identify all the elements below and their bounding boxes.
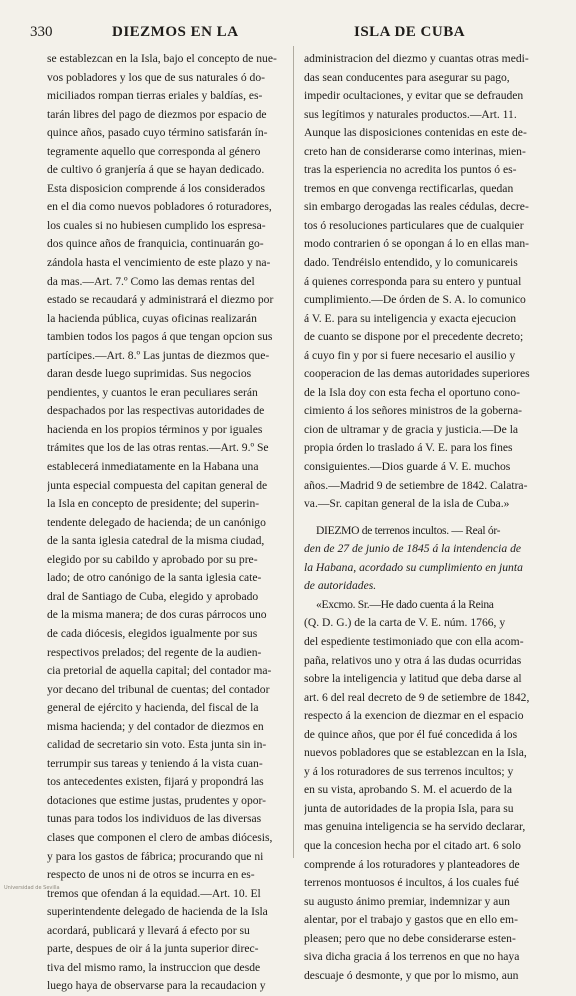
- text-line: á cuyo fin y por si fuere necesario el ausilio y: [304, 348, 516, 362]
- text-line: de cultivo ó granjería á que se hayan dedicado.: [47, 163, 265, 177]
- text-line: administracion del diezmo y cuantas otras medi-: [304, 52, 529, 65]
- text-line: art. 6 del real decreto de 9 de setiembre de 1842,: [304, 690, 530, 704]
- text-line: cimiento á los señores ministros de la goberna-: [304, 404, 522, 418]
- right-column: [304, 50, 548, 985]
- text-line: (Q. D. G.) de la carta de V. E. núm. 1766, y: [304, 616, 506, 630]
- text-line: daran desde luego suprimidas. Sus negocios: [47, 367, 252, 381]
- text-line: nuevos pobladores que se establezcan en la Isla,: [304, 746, 527, 760]
- text-line: pendientes, y cuantos le eran peculiares serán: [47, 385, 258, 399]
- header-right-title: ISLA DE CUBA: [354, 24, 466, 40]
- text-line: miciliados rompan tierras eriales y baldías, es-: [47, 89, 263, 103]
- text-line: zándola hasta el vencimiento de este plazo y na-: [47, 256, 271, 270]
- text-line: dado. Tendréislo entendido, y lo comunicareis: [304, 256, 518, 270]
- text-line: consiguientes.—Dios guarde á V. E. muchos: [304, 460, 511, 474]
- text-line: «Excmo. Sr.—He dado cuenta á la Reina: [316, 597, 494, 611]
- column-divider: [293, 46, 294, 858]
- text-line: terrumpir sus tareas y teniendo á la vista cuan-: [47, 756, 263, 770]
- text-line: tendente delegado de hacienda; de un canónigo: [47, 515, 266, 529]
- text-line: cooperacion de las demas autoridades superiores: [304, 367, 530, 381]
- text-line: Aunque las disposiciones contenidas en este de-: [304, 126, 527, 140]
- text-line: alentar, por el trabajo y gastos que en ello em-: [304, 913, 518, 927]
- text-line: tarán libres del pago de diezmos por espacio de: [47, 107, 267, 121]
- text-line: los cuales si no hubiesen cumplido los espresa-: [47, 218, 266, 232]
- text-line: yor decano del tribunal de cuentas; del contador: [47, 682, 270, 696]
- text-line: la hacienda pública, cuyas oficinas realizarán: [47, 311, 257, 325]
- text-line: parte, despues de oir á la junta superior direc-: [47, 942, 259, 956]
- page-number: 330: [30, 24, 53, 40]
- text-line: quince años, pasado cuyo término satisfarán ín-: [47, 126, 268, 140]
- text-line: vos pobladores y los que de sus naturales ó do-: [47, 70, 265, 84]
- text-line: sus legítimos y naturales productos.—Art. 11.: [304, 107, 517, 121]
- text-line: tunas para todos los individuos de las diversas: [47, 812, 262, 826]
- text-line: tambien todos los pagos á que tengan opcion sus: [47, 330, 273, 344]
- text-line: luego haya de observarse para la recaudacion y: [47, 979, 266, 993]
- text-line: misma hacienda; y del contador de diezmos en: [47, 719, 264, 733]
- text-line: tos antecedentes existen, fijará y propondrá las: [47, 775, 264, 789]
- decree-conclusion: [304, 50, 548, 514]
- text-line: tegramente aquello que corresponda al género: [47, 144, 261, 158]
- header-left-title: DIEZMOS EN LA: [112, 24, 239, 40]
- text-line: años.—Madrid 9 de setiembre de 1842. Calatra-: [304, 478, 528, 492]
- text-line: cumplimiento.—De órden de S. A. lo comunico: [304, 293, 526, 307]
- text-line: terrenos montuosos é incultos, á los cuales fué: [304, 876, 520, 890]
- running-header: [30, 24, 548, 44]
- text-line: da mas.—Art. 7.º Como las demas rentas del: [47, 274, 255, 288]
- text-line: pleasen; pero que no debe considerarse esten-: [304, 931, 516, 945]
- text-line: va.—Sr. capitan general de la isla de Cuba.»: [304, 497, 510, 511]
- text-line: impedir ocultaciones, y evitar que se defrauden: [304, 89, 524, 103]
- text-line: respecto de unos ni de otros se incurra en es-: [47, 868, 255, 882]
- text-line: junta de autoridades de la propia Isla, para su: [304, 801, 514, 815]
- diezmo-terrenos-section: [304, 522, 548, 986]
- text-line: propia órden lo traslado á V. E. para los fines: [304, 441, 513, 455]
- section-gap: [304, 514, 548, 522]
- text-line: de cuanto se dispone por el precedente decreto;: [304, 330, 524, 344]
- text-line: trámites que los de las otras rentas.—Art. 9.º Se: [47, 441, 269, 455]
- text-line: en el dia como nuevos pobladores ó roturadores,: [47, 200, 272, 214]
- text-line: siva dicha gracia á los terrenos en que no haya: [304, 950, 520, 964]
- text-line: superintendente delegado de hacienda de la Isla: [47, 905, 268, 919]
- text-line: calidad de secretario sin voto. Esta junta sin in-: [47, 738, 267, 752]
- text-line: sobre la inteligencia y latitud que deba darse al: [304, 672, 522, 686]
- text-line: de la Isla doy con esta fecha el oportuno cono-: [304, 385, 521, 399]
- text-line: partícipes.—Art. 8.º Las juntas de diezmos que-: [47, 348, 270, 362]
- text-line: y para los gastos de fábrica; procurando que ni: [47, 849, 264, 863]
- text-line: que la concesion hecha por el citado art. 6 solo: [304, 838, 521, 852]
- text-line: dotaciones que estime justas, prudentes y opor-: [47, 793, 267, 807]
- text-line: cion de ultramar y de gracia y justicia.—De la: [304, 422, 519, 436]
- text-line: su augusto ánimo premiar, indemnizar y aun: [304, 894, 510, 908]
- scan-mark: Universidad de Sevilla: [4, 885, 60, 891]
- text-line: sin embargo derogadas las reales cédulas, decre-: [304, 200, 529, 214]
- text-line: tremos en que convenga rectificarlas, quedan: [304, 181, 514, 195]
- text-line: elegido por su cabildo y aprobado por su pre-: [47, 552, 258, 566]
- text-line: general de ejército y hacienda, del fiscal de la: [47, 701, 259, 715]
- text-line: acordará, publicará y llevará á efecto por su: [47, 923, 250, 937]
- text-line: estado se recaudará y administrará el diezmo por: [47, 293, 274, 307]
- text-line: den de 27 de junio de 1845 á la intendencia de: [304, 542, 522, 556]
- text-line: despachados por las respectivas autoridades de: [47, 404, 265, 418]
- text-line: DIEZMO de terrenos incultos. — Real ór-: [316, 523, 501, 537]
- text-line: de autoridades.: [304, 579, 377, 593]
- text-line: y á los roturadores de sus terrenos incultos; y: [304, 764, 514, 778]
- text-line: hacienda en los propios términos y por iguales: [47, 422, 263, 436]
- left-column: [47, 50, 290, 996]
- text-line: respectivos prelados; del regente de la audien-: [47, 645, 262, 659]
- text-line: creto han de considerarse como interinas, mien-: [304, 144, 526, 158]
- text-line: respecto á la exencion de diezmar en el espacio: [304, 709, 524, 723]
- text-line: la Isla en concepto de presidente; del superin-: [47, 497, 260, 511]
- text-line: lado; de otro canónigo de la santa iglesia cate-: [47, 571, 262, 585]
- text-line: la Habana, acordado su cumplimiento en junta: [304, 560, 523, 574]
- text-line: Esta disposicion comprende á los considerados: [47, 181, 265, 195]
- text-line: se establezcan en la Isla, bajo el concepto de nue-: [47, 52, 277, 65]
- text-line: descuaje ó desmonte, y que por lo mismo, aun: [304, 968, 519, 982]
- text-line: das sean conducentes para asegurar su pago,: [304, 70, 510, 84]
- text-line: de quince años, que por él fué concedida á los: [304, 727, 518, 741]
- text-line: en su vista, aprobando S. M. el acuerdo de la: [304, 783, 512, 797]
- text-line: dral de Santiago de Cuba, elegido y aprobado: [47, 589, 259, 603]
- text-line: modo contrarien ó se opongan á lo en ellas man-: [304, 237, 530, 251]
- text-line: establecerá inmediatamente en la Habana una: [47, 460, 259, 474]
- text-line: tras la esperiencia no acredita los puntos ó es-: [304, 163, 517, 177]
- text-line: á V. E. para su inteligencia y exacta ejecucion: [304, 311, 517, 325]
- text-line: paña, relativos uno y otra á las dudas ocurridas: [304, 653, 522, 667]
- text-line: del espediente testimoniado que con ella acom-: [304, 634, 524, 648]
- text-line: de la santa iglesia catedral de la misma ciudad,: [47, 534, 265, 548]
- text-line: tos ó resoluciones particulares que de cualquier: [304, 218, 524, 232]
- text-line: mas genuina inteligencia se ha servido declarar,: [304, 820, 526, 834]
- text-line: de cada diócesis, elegidos igualmente por sus: [47, 626, 258, 640]
- text-line: á quienes corresponda para su entero y puntual: [304, 274, 522, 288]
- text-line: junta especial compuesta del capitan general de: [47, 478, 268, 492]
- text-line: clases que componen el clero de ambas diócesis,: [47, 830, 273, 844]
- text-line: de la misma manera; de dos curas párrocos uno: [47, 608, 267, 622]
- text-line: comprende á los roturadores y planteadores de: [304, 857, 520, 871]
- text-line: tiva del mismo ramo, la instruccion que desde: [47, 960, 261, 974]
- text-line: cia pretorial de aquella capital; del contador ma-: [47, 664, 272, 678]
- text-line: tremos que ofendan á la equidad.—Art. 10. El: [47, 886, 261, 900]
- text-line: dos quince años de franquicia, continuarán go-: [47, 237, 264, 251]
